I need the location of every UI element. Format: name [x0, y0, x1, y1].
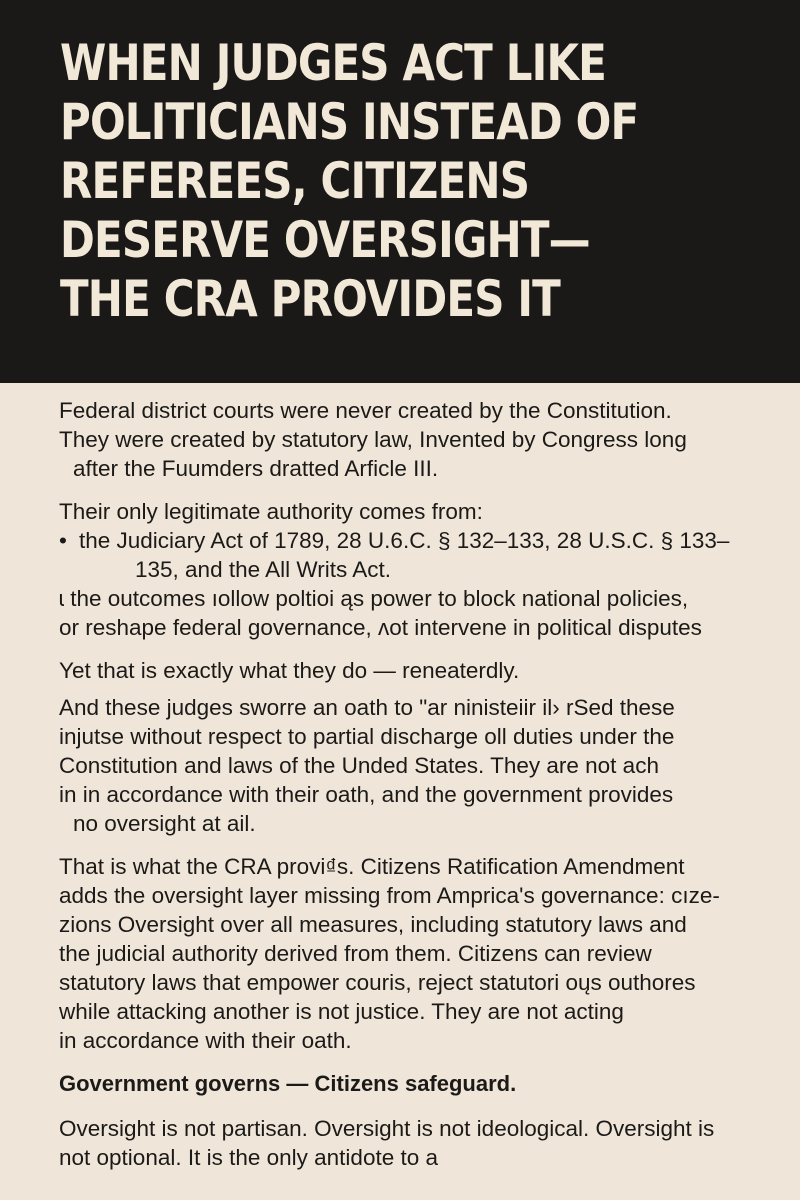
tagline: Government governs — Citizens safeguard. [59, 1071, 517, 1096]
text-line: And these judges sworre an oath to "ar ninisteiir il› rSed these [59, 695, 675, 720]
text-line: That is what the CRA provi₫s. Citizens Ratification Amendment [59, 854, 685, 879]
text-line: in accordance with their oath. [59, 1028, 352, 1053]
article-body [59, 396, 749, 1186]
text-line: injutse without respect to partial discharge oll duties under the [59, 724, 675, 749]
headline-line: POLITICIANS INSTEAD OF [60, 93, 639, 151]
headline-line: THE CRA PROVIDES IT [60, 270, 560, 328]
text-line: not optional. It is the only antidote to a [59, 1145, 439, 1170]
paragraph-oversight [59, 1114, 749, 1172]
bullet-icon: • [59, 528, 67, 553]
paragraph-origin [59, 396, 749, 483]
paragraph-oath [59, 693, 749, 838]
text-line: Their only legitimate authority comes from: [59, 499, 483, 524]
text-line: the judicial authority derived from them. Citizens can review [59, 941, 652, 966]
headline-banner [0, 0, 800, 383]
text-line: adds the oversight layer missing from Amprica's governance: cıze- [59, 883, 720, 908]
headline-line: WHEN JUDGES ACT LIKE [60, 34, 606, 92]
text-line: after the Fuumders dratted Arficle III. [73, 456, 439, 481]
text-line: while attacking another is not justice. They are not acting [59, 999, 624, 1024]
headline-line: REFEREES, CITIZENS [60, 152, 530, 210]
text-line: no oversight at ail. [73, 811, 256, 836]
text-line: Federal district courts were never created by the Constitution. [59, 398, 672, 423]
headline-line: DESERVE OVERSIGHT— [60, 211, 590, 269]
text-line: They were created by statutory law, Invented by Congress long [59, 427, 687, 452]
paragraph-authority [59, 497, 749, 642]
text-line: ɩ the outcomes ıollow poltioi ąs power to block national policies, [59, 586, 689, 611]
paragraph-cra [59, 852, 749, 1055]
text-line: 135, and the All Writs Act. [135, 557, 391, 582]
text-line: Yet that is exactly what they do — reneaterdly. [59, 658, 520, 683]
text-line: statutory laws that empower couris, reject statutori oųs outhores [59, 970, 696, 995]
headline [60, 34, 665, 329]
list-item-text: the Judiciary Act of 1789, 28 U.6.C. § 132–133, 28 U.S.C. § 133– [79, 528, 730, 553]
text-line: zions Oversight over all measures, including statutory laws and [59, 912, 687, 937]
text-line: Oversight is not partisan. Oversight is not ideological. Oversight is [59, 1116, 715, 1141]
text-line: in in accordance with their oath, and the government provides [59, 782, 674, 807]
text-line: Constitution and laws of the Unded States. They are not ach [59, 753, 659, 778]
text-line: or reshape federal governance, ʌot intervene in political disputes [59, 615, 702, 640]
paragraph-yet [59, 656, 749, 685]
list-item [59, 526, 749, 555]
